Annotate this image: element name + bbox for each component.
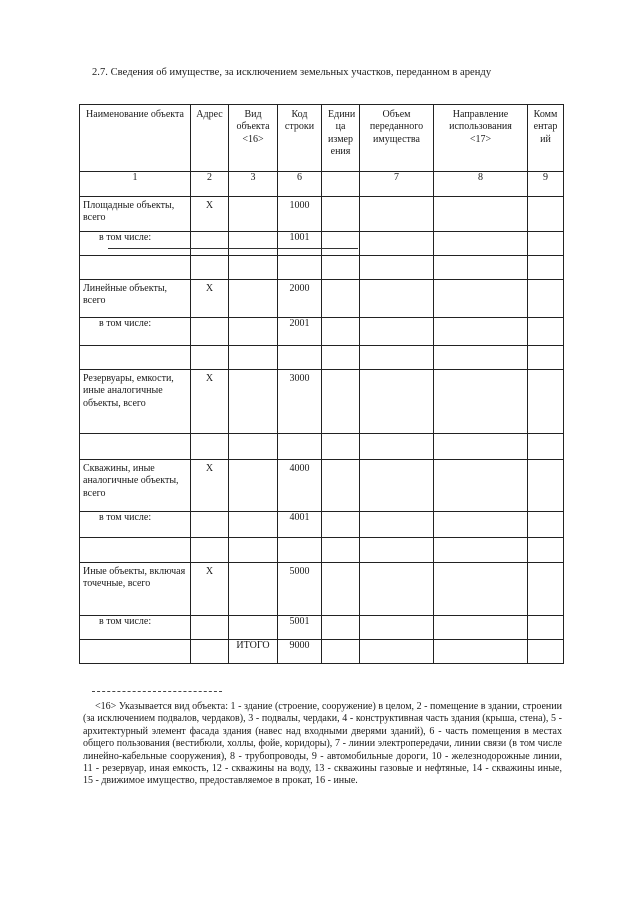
colnum-6: 6 xyxy=(278,172,322,197)
row-address: X xyxy=(191,197,229,232)
row-name: Скважины, иные аналогичные объекты, всего xyxy=(80,460,191,512)
colnum-3: 3 xyxy=(229,172,278,197)
row-code: 5001 xyxy=(278,616,322,640)
header-code: Код строки xyxy=(278,105,322,172)
header-row xyxy=(80,105,564,172)
row-volume xyxy=(360,197,434,232)
strikethrough-line xyxy=(108,248,358,249)
row-purpose xyxy=(434,232,528,256)
colnum-9: 9 xyxy=(528,172,564,197)
row-type xyxy=(229,370,278,434)
table-row xyxy=(80,434,564,460)
table-row xyxy=(80,512,564,538)
colnum-2: 2 xyxy=(191,172,229,197)
row-name: в том числе: xyxy=(80,512,191,538)
row-code: 4000 xyxy=(278,460,322,512)
row-type xyxy=(229,563,278,616)
row-name: в том числе: xyxy=(80,318,191,346)
header-address: Адрес xyxy=(191,105,229,172)
row-address: X xyxy=(191,460,229,512)
row-type xyxy=(229,460,278,512)
row-code: 3000 xyxy=(278,370,322,434)
row-address: X xyxy=(191,370,229,434)
table-row xyxy=(80,616,564,640)
header-unit: Едини ца измер ения xyxy=(322,105,360,172)
row-name: Площадные объекты, всего xyxy=(80,197,191,232)
row-type xyxy=(229,232,278,256)
table-row xyxy=(80,538,564,563)
colnum-1: 1 xyxy=(80,172,191,197)
row-code: 2001 xyxy=(278,318,322,346)
column-number-row xyxy=(80,172,564,197)
table-row xyxy=(80,256,564,280)
header-comment: Комм ентар ий xyxy=(528,105,564,172)
table-row xyxy=(80,318,564,346)
row-purpose xyxy=(434,197,528,232)
row-type xyxy=(229,280,278,318)
property-table xyxy=(79,104,564,664)
row-name: Иные объекты, включая точечные, всего xyxy=(80,563,191,616)
row-volume xyxy=(360,232,434,256)
table-row xyxy=(80,346,564,370)
total-label: ИТОГО xyxy=(229,640,278,664)
row-name: Линейные объекты, всего xyxy=(80,280,191,318)
header-name: Наименование объекта xyxy=(80,105,191,172)
row-address: X xyxy=(191,280,229,318)
total-row xyxy=(80,640,564,664)
table-row xyxy=(80,460,564,512)
colnum-7: 7 xyxy=(360,172,434,197)
row-code: 4001 xyxy=(278,512,322,538)
table-row xyxy=(80,563,564,616)
row-code: 2000 xyxy=(278,280,322,318)
row-name: Резервуары, емкости, иные аналогичные объекты, всего xyxy=(80,370,191,434)
header-volume: Объем переданного имущества xyxy=(360,105,434,172)
row-code: 1001 xyxy=(278,232,322,256)
row-unit xyxy=(322,232,360,256)
row-address: X xyxy=(191,563,229,616)
row-name: в том числе: xyxy=(80,616,191,640)
table-row xyxy=(80,232,564,256)
row-address xyxy=(191,232,229,256)
section-heading: 2.7. Сведения об имуществе, за исключением земельных участков, переданном в аренду xyxy=(92,67,492,78)
table-row xyxy=(80,280,564,318)
row-name: в том числе: xyxy=(80,232,191,256)
row-code: 5000 xyxy=(278,563,322,616)
header-type: Вид объекта <16> xyxy=(229,105,278,172)
row-unit xyxy=(322,197,360,232)
footnote-divider xyxy=(92,691,222,692)
total-code: 9000 xyxy=(278,640,322,664)
colnum-8: 8 xyxy=(434,172,528,197)
row-comment xyxy=(528,197,564,232)
header-purpose: Направление использования <17> xyxy=(434,105,528,172)
row-code: 1000 xyxy=(278,197,322,232)
footnote-16: <16> Указывается вид объекта: 1 - здание (строение, сооружение) в целом, 2 - помещение в здании, строении (за исключением подвалов, чердаков), 3 - подвалы, чердаки, 4 - конструктивная часть здания (крыша, стена), 5 - архитектурный элемент фасада здания (навес над входными дверями зданий), 6 - часть помещения в местах общего пользования (вестибюли, холлы, фойе, коридоры), 7 - линии электропередачи, линии связи (в том числе линейно-кабельные сооружения), 8 - трубопроводы, 9 - автомобильные дороги, 10 - железнодорожные линии, 11 - резервуар, иная емкость, 12 - скважины на воду, 13 - скважины газовые и нефтяные, 14 - скважины иные, 15 - движимое имущество, предоставляемое в прокат, 16 - иные. xyxy=(83,701,562,787)
row-type xyxy=(229,197,278,232)
table-row xyxy=(80,197,564,232)
row-comment xyxy=(528,232,564,256)
table-row xyxy=(80,370,564,434)
colnum-unit xyxy=(322,172,360,197)
